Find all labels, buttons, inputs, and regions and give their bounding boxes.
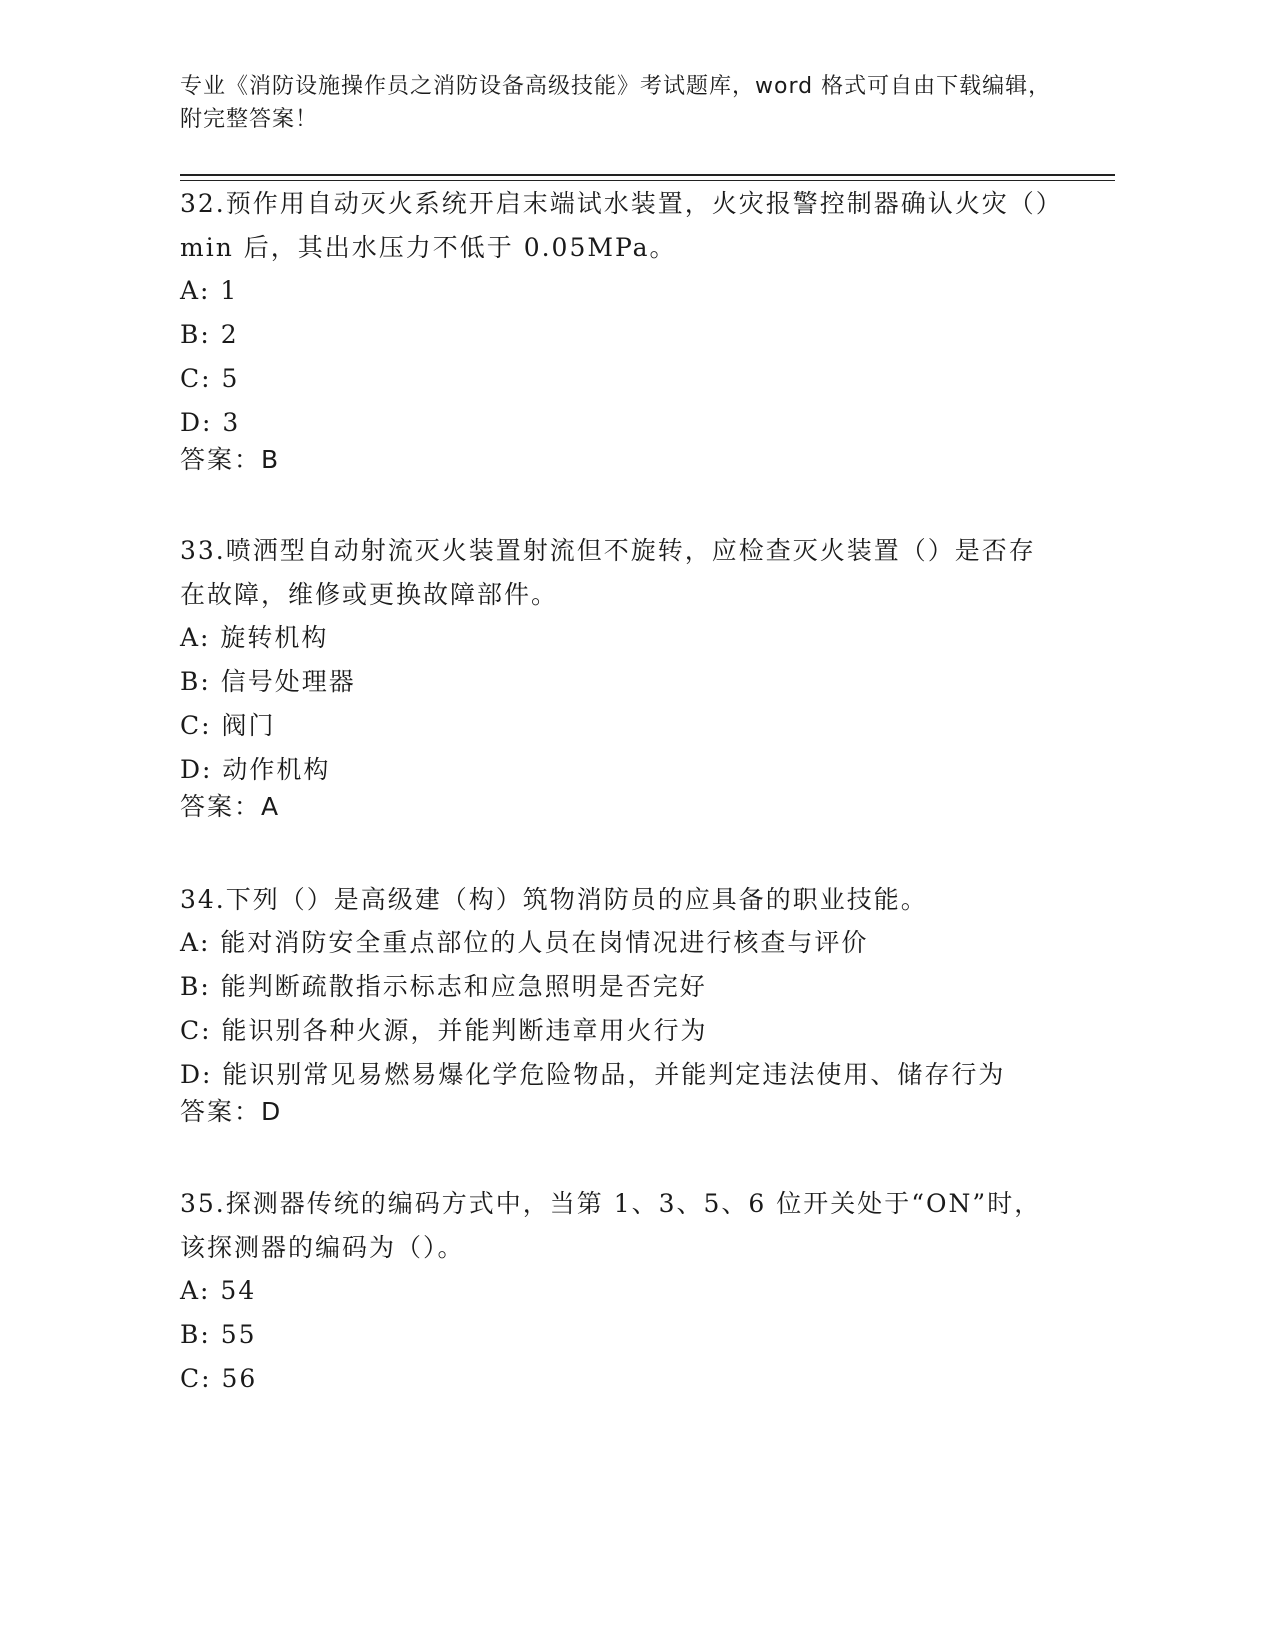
option-a: A: 1 (180, 276, 239, 305)
option-c: C: 56 (180, 1364, 258, 1393)
option-a: A: 能对消防安全重点部位的人员在岗情况进行核查与评价 (180, 928, 869, 957)
option-b: B: 55 (180, 1320, 257, 1349)
option-b: B: 信号处理器 (180, 667, 356, 696)
question-34 (180, 878, 1060, 1134)
question-32 (180, 182, 1060, 482)
document-header: 专业《消防设施操作员之消防设备高级技能》考试题库，word 格式可自由下载编辑，附完整答案！ (180, 74, 1052, 132)
option-a: A: 旋转机构 (180, 623, 329, 652)
answer-label: 答案：D (180, 1097, 283, 1126)
question-35 (180, 1182, 1060, 1408)
option-c: C: 5 (180, 364, 240, 393)
option-c: C: 能识别各种火源，并能判断违章用火行为 (180, 1016, 708, 1045)
question-stem: 33.喷洒型自动射流灭火装置射流但不旋转，应检查灭火装置（）是否存在故障，维修或更换故障部件。 (180, 536, 1036, 609)
question-stem: 32.预作用自动灭火系统开启末端试水装置，火灾报警控制器确认火灾（）min 后，其出水压力不低于 0.05MPa。 (180, 189, 1051, 262)
header-divider (180, 174, 1115, 181)
option-b: B: 能判断疏散指示标志和应急照明是否完好 (180, 972, 707, 1001)
option-c: C: 阀门 (180, 711, 276, 740)
question-stem: 35.探测器传统的编码方式中，当第 1、3、5、6 位开关处于“ON”时，该探测器的编码为（）。 (180, 1189, 1042, 1262)
option-d: D: 3 (180, 408, 241, 437)
answer-label: 答案：A (180, 792, 281, 821)
answer-label: 答案：B (180, 445, 281, 474)
question-33 (180, 529, 1060, 829)
option-a: A: 54 (180, 1276, 257, 1305)
option-d: D: 能识别常见易燃易爆化学危险物品，并能判定违法使用、储存行为 (180, 1060, 1006, 1089)
option-d: D: 动作机构 (180, 755, 331, 784)
option-b: B: 2 (180, 320, 239, 349)
question-stem: 34.下列（）是高级建（构）筑物消防员的应具备的职业技能。 (180, 885, 928, 914)
